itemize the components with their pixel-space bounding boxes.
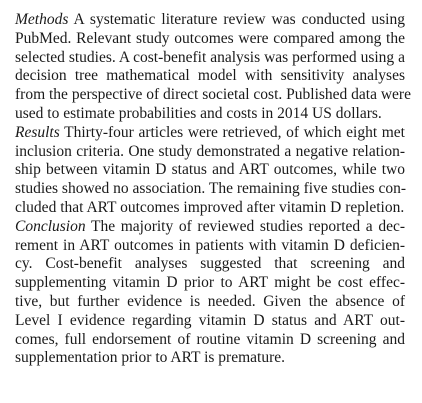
results-line-5: cluded that ART outcomes improved after vitamin D repletion. (15, 198, 405, 216)
conclusion-line-8: supplementation prior to ART is premature. (15, 349, 285, 367)
methods-line-3: selected studies. A cost-benefit analysis was performed using a (15, 48, 405, 66)
methods-heading: Methods (15, 11, 69, 28)
conclusion-line-1: Conclusion The majority of reviewed studies reported a dec- (15, 217, 405, 235)
methods-line-1: Methods A systematic literature review was conducted using (15, 11, 405, 28)
results-line-1: Results Thirty-four articles were retrieved, of which eight met (15, 123, 405, 141)
abstract-text (15, 11, 411, 368)
conclusion-line-4: supplementing vitamin D prior to ART might be cost effec- (15, 274, 405, 292)
methods-line-4: decision tree mathematical model with sensitivity analyses (15, 67, 405, 85)
conclusion-line-3: cy. Cost-benefit analyses suggested that screening and (15, 255, 405, 273)
results-line-4: studies showed no association. The remaining five studies con- (15, 180, 407, 198)
methods-line-6: used to estimate probabilities and costs in 2014 US dollars. (15, 104, 382, 122)
conclusion-line-6: Level I evidence regarding vitamin D status and ART out- (15, 311, 405, 329)
methods-line-2: PubMed. Relevant study outcomes were compared among the (15, 29, 405, 47)
conclusion-line-7: comes, full endorsement of routine vitamin D screening and (15, 330, 405, 348)
results-heading: Results (15, 123, 60, 141)
results-line-2: inclusion criteria. One study demonstrated a negative relation- (15, 142, 405, 160)
results-line-3: ship between vitamin D status and ART outcomes, while two (15, 161, 405, 179)
conclusion-heading: Conclusion (15, 217, 86, 235)
methods-line-5: from the perspective of direct societal cost. Published data were (15, 86, 411, 104)
conclusion-line-2: rement in ART outcomes in patients with vitamin D deficien- (15, 236, 405, 254)
conclusion-line-5: tive, but further evidence is needed. Given the absence of (15, 292, 405, 310)
